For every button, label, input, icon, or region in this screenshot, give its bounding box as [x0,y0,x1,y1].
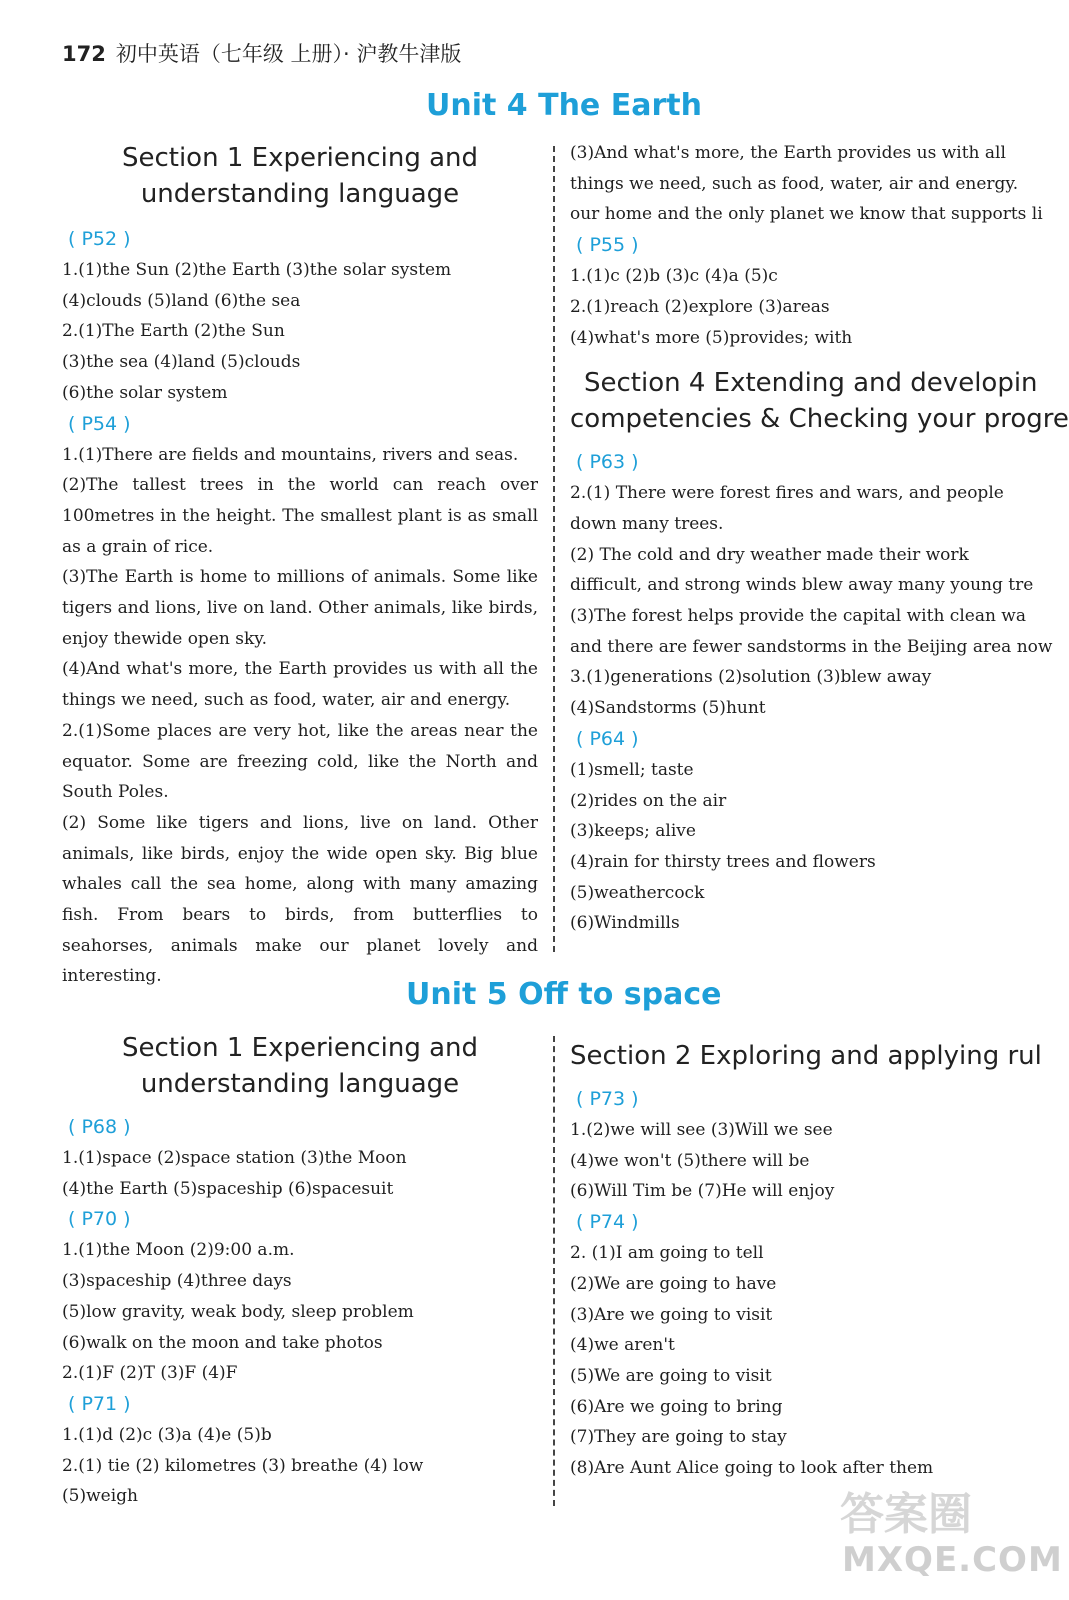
answer-line: (5)low gravity, weak body, sleep problem [62,1301,414,1322]
answer-line: (6)the solar system [62,382,228,403]
answer-line: (3)the sea (4)land (5)clouds [62,352,301,373]
answer-line: (4)what's more (5)provides; with [570,327,853,348]
answer-line: (3)Are we going to visit [570,1304,773,1325]
answer-line: (6)Are we going to bring [570,1396,783,1417]
unit5-left-section-title: Section 1 Experiencing and understanding language [121,1033,479,1099]
answer-line: (6)Windmills [570,913,680,934]
page-ref-p71: ( P71 ) [68,1392,131,1415]
page-ref-p63: ( P63 ) [576,451,639,474]
unit4-left-section-title: Section 1 Experiencing and understanding language [121,143,479,209]
answer-line: 1.(1)There are fields and mountains, rivers and seas. [62,444,519,465]
page-number: 172 [62,42,106,66]
answer-line: 1.(1)space (2)space station (3)the Moon [62,1148,407,1168]
answer-line: 2.(1) There were forest fires and wars, and people [570,483,1004,504]
answer-line: 1.(1)the Sun (2)the Earth (3)the solar system [62,260,452,280]
page-ref-p52: ( P52 ) [68,228,131,250]
page-ref-p70: ( P70 ) [68,1208,131,1231]
unit4-right-column [570,138,1069,958]
answer-line: 1.(1)the Moon (2)9:00 a.m. [62,1240,295,1261]
unit5-right-section-title: Section 2 Exploring and applying rul [570,1041,1042,1071]
page-ref-p73: ( P73 ) [576,1088,639,1110]
answer-line: things we need, such as food, water, air and energy. [570,173,1019,194]
answer-paragraph: 2.(1)Some places are very hot, like the areas near the equator. Some are freezing cold, like the North and South Poles. [62,720,538,803]
answer-line: difficult, and strong winds blew away many young tre [570,575,1034,596]
column-divider [553,146,555,952]
unit4-title: Unit 4 The Earth [426,88,702,123]
answer-line: (4)we aren't [570,1335,675,1356]
answer-line: (8)Are Aunt Alice going to look after them [570,1458,934,1479]
answer-line: (6)walk on the moon and take photos [62,1332,383,1353]
unit4-right-section-title-line2: competencies & Checking your progre [570,404,1069,435]
answer-line: (5)weathercock [570,882,705,903]
book-title: 初中英语（七年级 上册）· 沪教牛津版 [115,42,462,66]
answer-line: (2)rides on the air [570,790,727,811]
answer-line: (5)We are going to visit [570,1365,772,1386]
answer-line: (2) The cold and dry weather made their work [570,544,969,565]
answer-line: (4)clouds (5)land (6)the sea [62,290,301,311]
answer-paragraph: (2)The tallest trees in the world can reach over 100metres in the height. The smallest plant is as small as a grain of rice. [62,475,538,557]
answer-line: 1.(1)c (2)b (3)c (4)a (5)c [570,266,778,287]
answer-line: (3)And what's more, the Earth provides us with all [570,143,1006,163]
page-ref-p74: ( P74 ) [576,1211,639,1234]
unit5-right-column [570,1038,1042,1488]
answer-paragraph: (4)And what's more, the Earth provides us with all the things we need, such as food, water, air and energy. [62,659,538,711]
answer-line: (4)Sandstorms (5)hunt [570,698,766,719]
answer-line: 2.(1)reach (2)explore (3)areas [570,296,830,317]
answer-line: (3)keeps; alive [570,821,696,842]
page-ref-p55: ( P55 ) [576,234,639,257]
page-ref-p68: ( P68 ) [68,1116,131,1138]
page-header [62,38,461,68]
unit4-left-column [62,140,538,992]
answer-line: 3.(1)generations (2)solution (3)blew away [570,667,932,688]
answer-line: (5)weigh [62,1486,138,1507]
answer-line: 2.(1)The Earth (2)the Sun [62,321,285,342]
answer-line: (2)We are going to have [570,1273,777,1294]
answer-paragraph: (2) Some like tigers and lions, live on land. Other animals, like birds, enjoy the wide open sky. Big blue whales call the sea home, along with many amazing fish. From bears to birds, from butterflies to seahorses, animals make our planet lovely and interesting. [62,812,538,987]
unit5-title: Unit 5 Off to space [406,977,722,1012]
answer-line: and there are fewer sandstorms in the Beijing area now [570,636,1053,657]
answer-line: our home and the only planet we know that supports li [570,204,1043,225]
answer-line: 2.(1)F (2)T (3)F (4)F [62,1363,238,1384]
answer-line: (1)smell; taste [570,759,694,780]
answer-line: (7)They are going to stay [570,1427,787,1448]
watermark-site: MXQE.COM [842,1540,1063,1580]
answer-line: (3)spaceship (4)three days [62,1271,292,1292]
unit4-right-section-title-line1: Section 4 Extending and developin [584,368,1038,399]
answer-line: (4)the Earth (5)spaceship (6)spacesuit [62,1178,394,1199]
unit5-left-column [62,1030,538,1512]
answer-line: (3)The forest helps provide the capital with clean wa [570,606,1026,627]
answer-line: 2.(1) tie (2) kilometres (3) breathe (4) low [62,1455,424,1476]
answer-line: down many trees. [570,513,724,534]
answer-line: (4)we won't (5)there will be [570,1150,810,1171]
answer-line: 1.(2)we will see (3)Will we see [570,1120,833,1140]
watermark-logo: 答案圈 [840,1489,972,1540]
answer-line: 1.(1)d (2)c (3)a (4)e (5)b [62,1424,272,1445]
page-ref-p54: ( P54 ) [68,412,131,435]
answer-line: (4)rain for thirsty trees and flowers [570,851,876,872]
answer-line: 2. (1)I am going to tell [570,1243,764,1264]
answer-paragraph: (3)The Earth is home to millions of animals. Some like tigers and lions, live on land. Other animals, like birds, enjoy thewide open sky. [62,567,538,649]
page-ref-p64: ( P64 ) [576,727,639,750]
column-divider [553,1036,555,1506]
answer-line: (6)Will Tim be (7)He will enjoy [570,1181,835,1202]
